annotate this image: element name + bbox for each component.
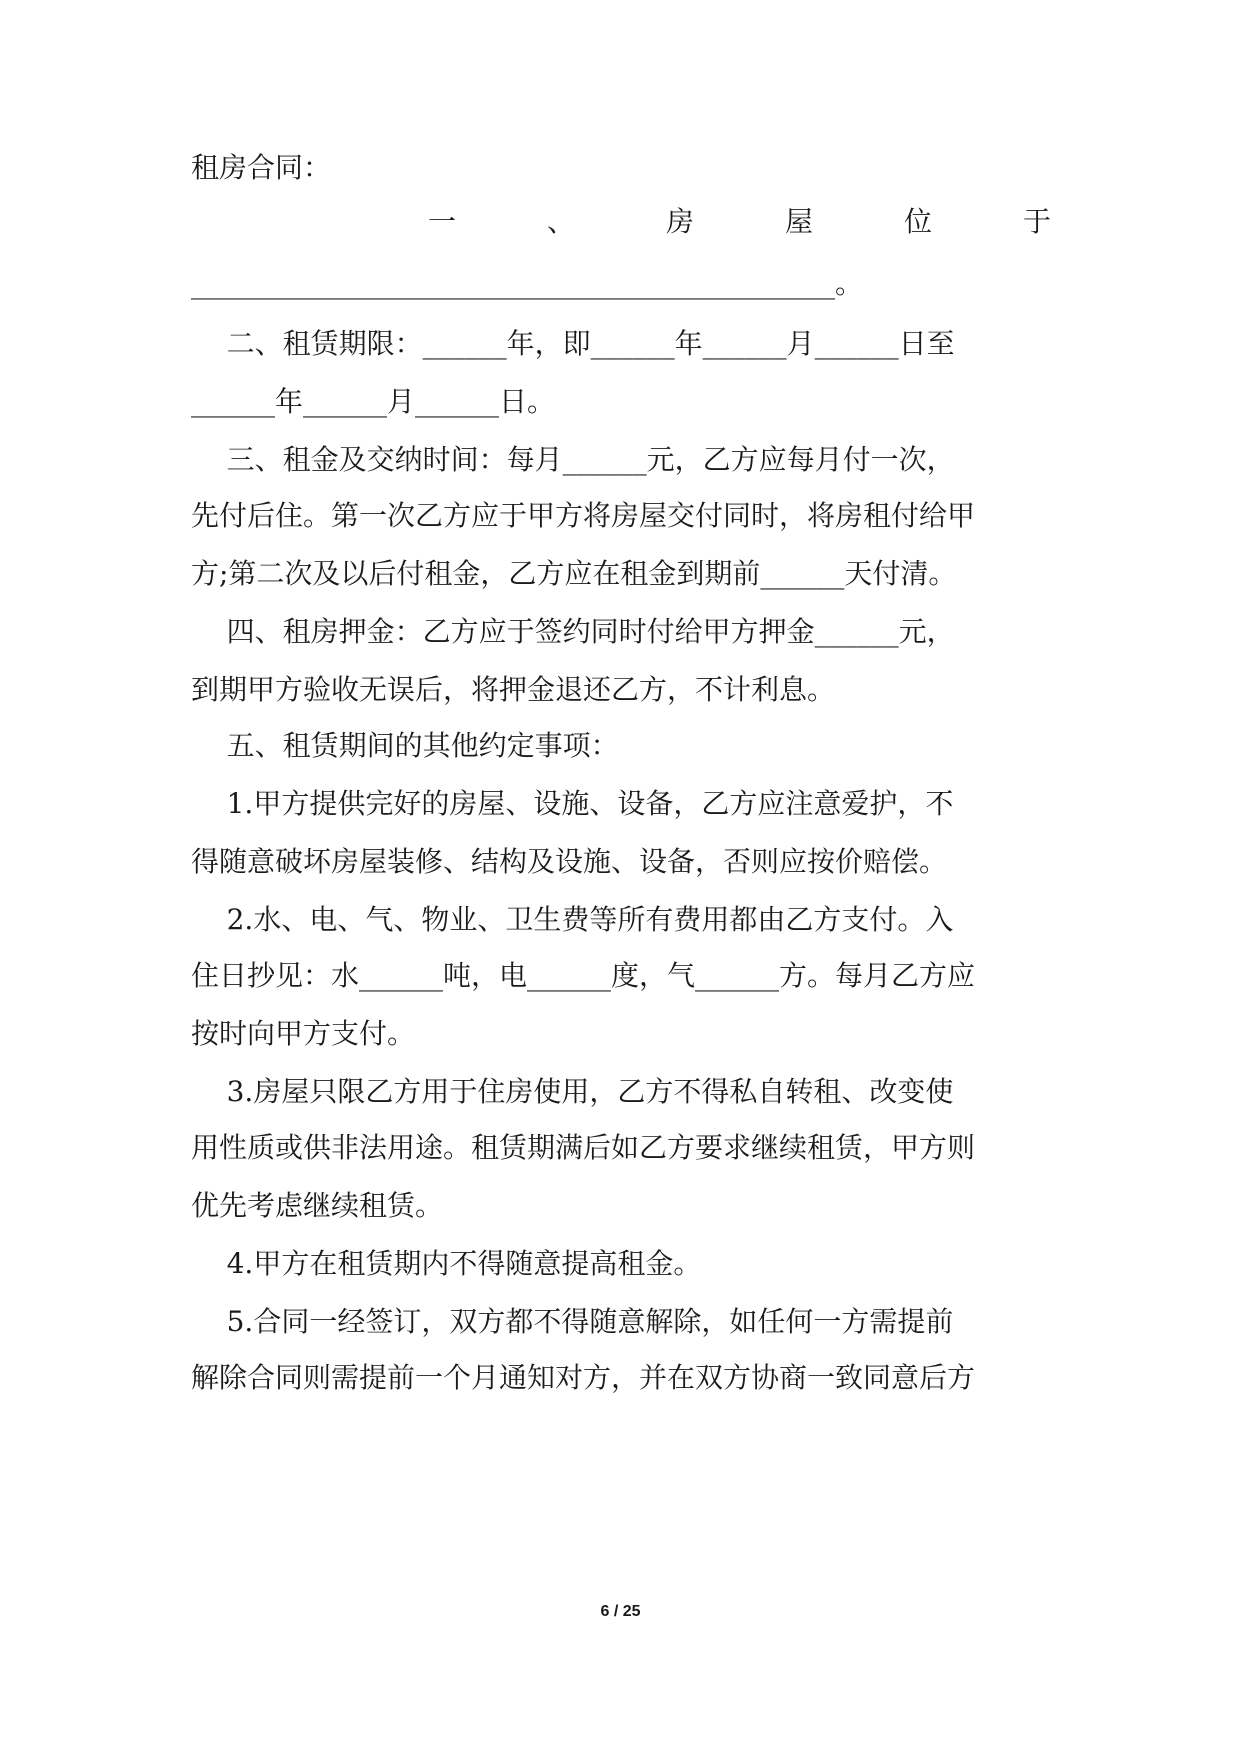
- item-1-line-2: 得随意破坏房屋装修、结构及设施、设备，否则应按价赔偿。: [191, 845, 948, 878]
- item-4-line-1: 4.甲方在租赁期内不得随意提高租金。: [191, 1247, 702, 1280]
- clause-2-line-2: ______年______月______日。: [191, 385, 556, 418]
- clause-5-heading: 五、租赁期间的其他约定事项：: [191, 729, 619, 762]
- item-2-line-2: 住日抄见：水______吨，电______度，气______方。每月乙方应: [191, 959, 976, 992]
- item-2-line-3: 按时向甲方支付。: [191, 1017, 416, 1050]
- item-2-line-1: 2.水、电、气、物业、卫生费等所有费用都由乙方支付。入: [191, 903, 954, 936]
- clause-2-line-1: 二、租赁期限：______年，即______年______月______日至: [191, 327, 955, 360]
- item-5-line-1: 5.合同一经签订，双方都不得随意解除，如任何一方需提前: [191, 1305, 954, 1338]
- item-3-line-1: 3.房屋只限乙方用于住房使用，乙方不得私自转租、改变使: [191, 1075, 954, 1108]
- clause-3-line-3: 方;第二次及以后付租金，乙方应在租金到期前______天付清。: [191, 557, 957, 590]
- item-3-line-3: 优先考虑继续租赁。: [191, 1189, 444, 1222]
- clause-3-line-2: 先付后住。第一次乙方应于甲方将房屋交付同时，将房租付给甲: [191, 499, 976, 532]
- clause-4-line-1: 四、租房押金：乙方应于签约同时付给甲方押金______元，: [191, 615, 955, 648]
- clause-1-address-blank: ______________________________________________。: [191, 267, 864, 300]
- clause-3-line-1: 三、租金及交纳时间：每月______元，乙方应每月付一次，: [191, 443, 955, 476]
- clause-1-heading: 一 、 房 屋 位 于: [428, 205, 1051, 238]
- item-1-line-1: 1.甲方提供完好的房屋、设施、设备，乙方应注意爱护，不: [191, 787, 954, 820]
- page-number: 6 / 25: [600, 1603, 641, 1620]
- item-5-line-2: 解除合同则需提前一个月通知对方，并在双方协商一致同意后方: [191, 1361, 976, 1394]
- contract-title: 租房合同：: [191, 151, 332, 184]
- item-3-line-2: 用性质或供非法用途。租赁期满后如乙方要求继续租赁，甲方则: [191, 1131, 976, 1164]
- clause-4-line-2: 到期甲方验收无误后，将押金退还乙方，不计利息。: [191, 673, 836, 706]
